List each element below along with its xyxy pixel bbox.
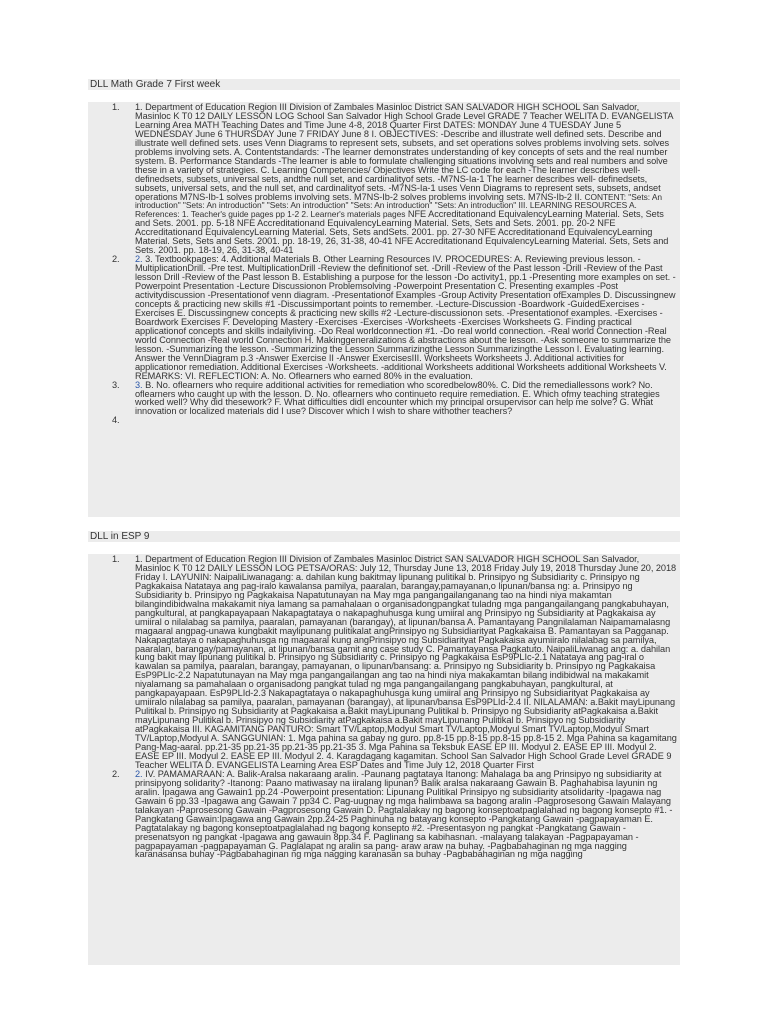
section-title: DLL in ESP 9 xyxy=(88,531,680,542)
list-item xyxy=(88,381,680,417)
item-link-number[interactable]: 3. xyxy=(135,379,143,390)
item-number: 4. xyxy=(112,415,120,426)
item-text: IV. PAMAMARAAN: A. Balik-Aralsa nakaraang aralin. -Paunang pagtataya Itanong: Mahalaga ba ang Prinsipyo ng subsidiarity at prinsipyong solidarity? -Itanong: Paano matiwasay na iiralang lipunan? Balik aralsa nakaraang Gawain B. Paghahabisa layunin ng aralin. Ipagawa ang Gawain1 pp.24 -Powerpoint presentation: Lipunang Pulitikal Prinsipyo ng subsidiarity atsolidarity -Ipagawa nag Gawain 6 pp.33 -Ipagawa ang Gawain 7 pp34 C. Pag-uugnay ng mga halimbawa sa bagong aralin -Pagprosesong Gawain Malayang talakayan -Paprosesong Gawain -Pagprosesong Gawain D. Pagtalalakay ng bagong konseptoatpaglalahad ng bagong konsepto #1. -Pangkatang Gawain:Ipagawa ang Gawain 2pp.24-25 Paghinuha ng batayang konsepto -Pangkatang Gawain -pagpapayaman E. Pagtatalakay ng bagong konseptoatpaglalahad ng bagong konsepto #2. -Presentasyon ng pangkat -Pangkatang Gawain -presenatsyon ng pangkat -Ipagawa ang gawauin 8pp.34 F. Paglinang sa kabihasnan. -malayang talakayan -Pagpapayaman -pagpapayaman -pagpapayaman G. Paglalapat ng aralin sa pang- araw araw na buhay. -Pagbabahaginan ng mga nagging karanasansa buhay -Pagbabahaginan ng mga nagging karanasan sa buhay -Pagbabahaginan ng mga nagging xyxy=(135,768,673,860)
item-link-number[interactable]: 2. xyxy=(135,254,143,265)
item-list xyxy=(88,555,680,859)
item-text xyxy=(135,415,138,425)
item-text-small: CONTENT: "Sets: An introduction" "Sets: An introduction" "Sets: An introduction" "Sets: An introduction" "Sets: An introduction" III. LEARNING RESOURCES A. References: 1. Teacher's guide pages pp 1-2 2. Learner's materials pages xyxy=(135,191,662,220)
section-esp-dll xyxy=(88,531,680,965)
item-text-continued: NFE Accreditationand EquivalencyLearning Material. Sets, Sets and Sets. 2001. pp. 5-18 NFE Accreditationand EquivalencyLearning Material. Sets, Sets and Sets. 2001. pp. 20-2 NFE Accreditationand EquivalencyLearning Material. Sets, Sets andSets. 2001. pp. 27-30 NFE Accreditationand EquivalencyLearning Material. Sets, Sets and Sets. 2001. pp. 18-19, 26, 31-38, 40-41 NFE Accreditationand EquivalencyLearning Material. Sets, Sets and Sets. 2001. pp. 18-19, 26, 31-38, 40-41 xyxy=(135,209,669,256)
section-content xyxy=(88,554,680,965)
item-text: 3. Textbookpages: 4. Additional Materials B. Other Learning Resources IV. PROCEDURES: A. Reviewing previous lesson. -MultiplicationDrill. -Pre test. MultiplicationDrill -Review the definitionof set. -Drill -Review of the Past lesson -Drill -Review of the Past lesson Drill -Review of the Past lesson B. Establishing a purpose for the lesson -Do activity1, pp.1 -Presenting more examples on set. -Powerpoint Presentation -Lecture Discussionon Problemsolving -Powerpoint Presentation C. Presenting examples -Post activitydiscussion -Presentationof venn diagram. -Presentationof Examples -Group Activity Presentation ofExamples D. Discussingnew concepts & practicing new skills #1 -Discussimportant points to remember. -Lecture-Discussion -Boardwork -GuidedExercises -Exercises E. Discussingnew concepts & practicing new skills #2 -Lecture-discussionon sets. -Presentationof examples. -Exercises -Boardwork Exercises F. Developing Mastery -Exercises -Exercises -Worksheets -Exercises Worksheets G. Finding practical applicationof concepts and skills indailyliving. -Do Real worldconnection #1. -Do real world connection. -Real world Connection -Real world Connection -Real world Connection H. Makinggeneralizations & abstractions about the lesson. -Ask someone to summarize the lesson. -Summarizing the lesson. -Summarizing the Lesson Summarizingthe Lesson Summarizingthe Lesson I. Evaluating learning. Answer the VennDiagram p.3 -Answer Exercise II -Answer ExercisesIII. Worksheets Worksheets J. Additional activities for applicationor remediation. Additional Exercises -Worksheets. -additional Worksheets additional Worksheets additional Worksheets V. REMARKS: VI. REFLECTION: A. No. Oflearners who earned 80% in the evaluation. xyxy=(135,254,676,381)
list-item xyxy=(88,103,680,255)
item-link-number[interactable]: 1. xyxy=(135,102,143,112)
item-text: B. No. oflearners who require additional activities for remediation who scoredbelow80%. C. Did the remediallessons work? No. oflearners who caught up with the lesson. D. No. oflearners who continueto require remediation. E. Which ofmy teaching strategies worked well? Why did thesework? F. What difficulties didI encounter which my principal orsupervisor can help me solve? G. What innovation or localized materials did I use? Discover which I wish to share withother teachers? xyxy=(135,379,660,417)
section-math-dll xyxy=(88,79,680,517)
item-number: 3. xyxy=(112,379,120,390)
item-number: 2. xyxy=(112,768,120,779)
item-number: 1. xyxy=(112,102,120,112)
item-text: Department of Education Region III Division of Zambales Masinloc District SAN SALVADOR HIGH SCHOOL San Salvador, Masinloc K T0 12 DAILY LESSON LOG PETSA/ORAS: July 12, Thursday June 13, 2018 Friday July 19, 2018 Thursday June 20, 2018 Friday I. LAYUNIN: NaipaliLiwanagang: a. dahilan kung bakitmay lipunang pulitikal b. Prinsipyo ng Subsidiarity c. Prinsipyo ng Pagkakaisa Natataya ang pag-iralo kawalansa pamilya, paaralan, barangay,pamayanan,o lipunan/bansa ng: a. Prinsipyo ng Subsidiarity b. Prinsipyo ng Pagkakaisa Napatutunayan na May mga pangangailanganang tao na hindi niya makamtan bilangindibidwalna makakamit niya lamang sa pamahalaan o organisadongpangkat tuladng mga pangangailangang pangkabuhayan, pangkultural, at pangkapayapaan Nakapagtataya o nakapaghuhusga kung umiiral ang Prinsipyo ng Subsidiarity at Pagkakaisa ay umiiral o nilalabag sa pamilya, paaralan, pamayanan (barangay), at lipunan/bansa A. Pamantayang Pangnilalaman Naipamamalasng magaaral angpag-unawa kungbakit maylipunang pulitikalat angPrinsipyo ng Subsidiarityat Pagkakaisa B. Pamantayan sa Pagganap. Nakapagtataya o nakapaghuhusga ng magaaral kung angPrinsipyo ng Subsidiarityat Pagkakaisa ayumiiralo nilalabag sa pamilya, paaralan, barangay/pamayanan, at lipunan/bansa gamit ang case study C. Pamantayansa Pagkatuto. NaipaliLiwanag ang: a. dahilan kung bakit may lipunang pulitikal b. Prinsipyo ng Subsidiarity c. Prinsipyo ng Pagkakaisa EsP9PLIc-2.1 Natataya ang pag-iral o kawalan sa pamilya, paaralan, barangay, pamayanan, o lipunan/bansang: a. Prinsipyo ng Subsidiarity b. Prinsipyo ng Pagkakaisa EsP9PLIc-2.2 Napatutunayan na May mga pangangailangan ang tao na hindi niya makakamtan bilang indibidwal na makakamit niyalamang sa pamahalaan o organisadong pangkat tulad ng mga pangangailangang pangkabuhayan, pangkultural, at pangkapayapaan. EsP9PLId-2.3 Nakapagtataya o nakapaghuhusga kung umiiral ang Prinsipyo ng Subsidiarityat Pagkakaisa ay umiiralo nilalabag sa pamilya, paaralan, pamayanan (barangay), at lipunan/bansa EsP9PLId-2.4 II. NILALAMAN: a.Bakit mayLipunang Pulitikal b. Prinsipyo ng Subsidiarity at Pagkakaisa a.Bakit mayLipunang Pulitikal b. Prinsipyo ng Subsidiarity atPagkakaisa a.Bakit mayLipunang Pulitikal b. Prinsipyo ng Subsidiarity atPagkakaisa a.Bakit mayLipunang Pulitikal b. Prinsipyo ng Subsidiarity atPagkakaisa III. KAGAMITANG PANTURO: Smart TV/Laptop,Modyul Smart TV/Laptop,Modyul Smart TV/Laptop,Modyul Smart TV/Laptop,Modyul A. SANGGUNIAN: 1. Mga pahina sa gabay ng guro. pp.8-15 pp.8-15 pp.8-15 pp.8-15 2. Mga Pahina sa kagamitang Pang-Mag-aaral. pp.21-35 pp.21-35 pp.21-35 pp.21-35 3. Mga Pahina sa Teksbuk EASE EP III. Modyul 2. EASE EP III. Modyul 2. EASE EP III. Modyul 2. EASE EP III. Modyul 2. 4. Karagdagang kagamitan. School San Salvador High School Grade Level GRADE 9 Teacher WELITA D. EVANGELISTA Learning Area ESP Dates and Time July 12, 2018 Quarter First xyxy=(135,554,677,770)
list-item xyxy=(88,416,680,425)
item-number: 1. xyxy=(112,554,120,564)
section-content xyxy=(88,102,680,517)
list-item xyxy=(88,770,680,860)
list-item xyxy=(88,555,680,770)
item-link-number[interactable]: 1. xyxy=(135,554,143,564)
item-list xyxy=(88,103,680,425)
item-number: 2. xyxy=(112,254,120,265)
item-link-number[interactable]: 2. xyxy=(135,768,143,779)
list-item xyxy=(88,255,680,380)
section-title: DLL Math Grade 7 First week xyxy=(88,79,680,90)
item-text: Department of Education Region III Division of Zambales Masinloc District SAN SALVADOR HIGH SCHOOL San Salvador, Masinloc K T0 12 DAILY LESSON LOG School San Salvador High School Grade Level GRADE 7 Teacher WELITA D. EVANGELISTA Learning Area MATH Teaching Dates and Time June 4-8, 2018 Quarter First DATES: MONDAY June 4 TUESDAY June 5 WEDNESDAY June 6 THURSDAY June 7 FRIDAY June 8 I. OBJECTIVES: -Describe and illustrate well defined sets. Describe and illustrate well defined sets. uses Venn Diagrams to represent sets, subsets, and set operations solves problems involving sets. solves problems involving sets. A. Contentstandards: -The learner demonstrates understanding of key concepts of sets and the real number system. B. Performance Standards -The learner is able to formulate challenging situations involving sets and real numbers and solve these in a variety of strategies. C. Learning Competencies/ Objectives Write the LC code for each -The learner describes well-definedsets, subsets, universal sets, andthe null set, and cardinalityof sets. -M7NS-Ia-1 The learner describes well- definedsets, subsets, universal sets, and the null set, and cardinalityof sets. -M7NS-Ia-1 uses Venn Diagrams to represent sets, subsets, andset operations M7NS-Ib-1 solves problems involving sets. M7NS-Ib-2 solves problems involving sets. M7NS-Ib-2 II. xyxy=(135,102,673,202)
